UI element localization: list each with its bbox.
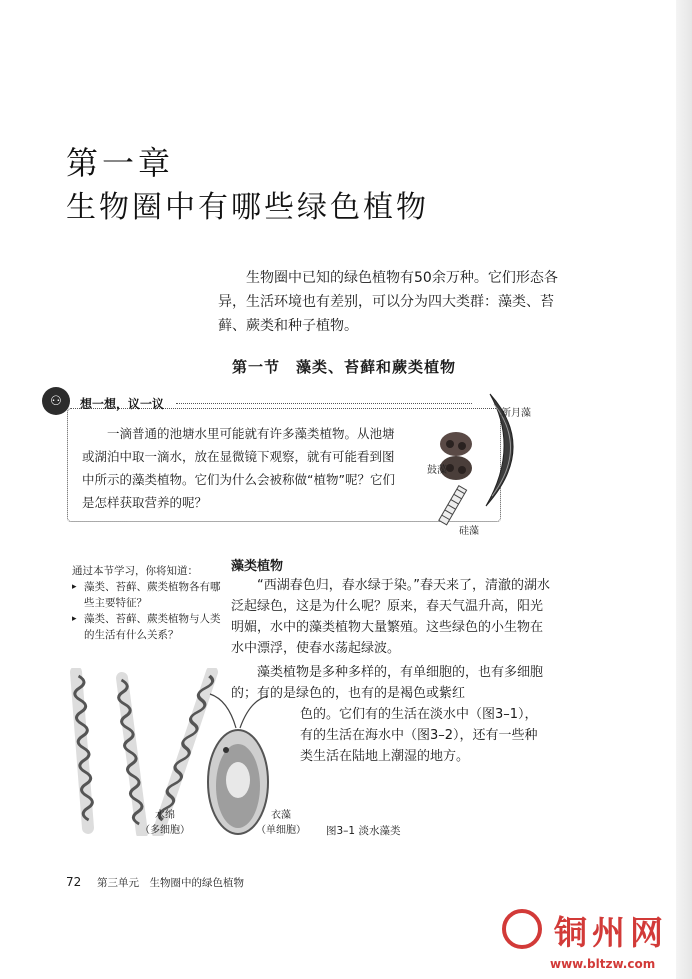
intro-paragraph: 生物圈中已知的绿色植物有50余万种。它们形态各异，生活环境也有差别，可以分为四大类群：藻类、苔藓、蕨类和种子植物。 — [218, 270, 558, 334]
spirogyra-type: （多细胞） — [140, 825, 190, 836]
page-edge — [676, 0, 692, 979]
body-paragraph-2-rest: 色的。它们有的生活在淡水中（图3–1），有的生活在海水中（图3–2），还有一些种类生活在陆地上潮湿的地方。 — [300, 707, 538, 764]
subsection-title: 藻类植物 — [231, 559, 284, 574]
chapter-label: 第一章 — [66, 144, 175, 182]
diatom-chain — [439, 486, 467, 525]
think-box-text: 一滴普通的池塘水里可能就有许多藻类植物。从池塘或湖泊中取一滴水，放在显微镜下观察，就有可能看到图中所示的藻类植物。它们为什么会被称做“植物”呢？它们是怎样获取营养的呢？ — [82, 426, 395, 510]
label-closterium: 新月藻 — [501, 408, 531, 419]
body-paragraph-2-start: 藻类植物是多种多样的，有单细胞的，也有多细胞的；有的是绿色的，也有的是褐色或紫红 — [231, 665, 544, 701]
objective-item: ▸ 藻类、苔藓、蕨类植物各有哪些主要特征？ — [72, 579, 222, 611]
watermark — [496, 905, 692, 979]
watermark-logo-icon — [502, 909, 542, 949]
section-heading: 第一节 藻类、苔藓和蕨类植物 — [232, 358, 457, 376]
spirogyra-name: 水绵 — [155, 810, 175, 821]
learning-objectives — [72, 563, 222, 643]
running-footer: 第三单元 生物圈中的绿色植物 — [97, 877, 244, 889]
body-paragraph-1: “西湖春色归，春水绿于染。”春天来了，清澈的湖水泛起绿色，这是为什么呢？原来，春天气温升高，阳光明媚，水中的藻类植物大量繁殖。这些绿色的小生物在水中漂浮，使春水荡起绿波。 — [231, 578, 550, 656]
figure-caption: 图3–1 淡水藻类 — [326, 825, 401, 837]
spirogyra-label — [140, 808, 190, 838]
watermark-url: www.bltzw.com — [550, 957, 656, 971]
think-discuss-icon: ⚇ — [42, 387, 70, 415]
page-number: 72 — [66, 875, 82, 889]
label-diatom: 硅藻 — [459, 526, 479, 537]
desmid-upper-cell — [440, 432, 472, 456]
watermark-name: 铜州网 — [554, 913, 668, 952]
chlamydomonas-label — [256, 808, 306, 838]
chapter-title: 生物圈中有哪些绿色植物 — [66, 190, 429, 225]
label-desmid: 鼓藻 — [427, 465, 447, 476]
chlamydomonas-type: （单细胞） — [256, 825, 306, 836]
think-box-title: 想一想，议一议 — [80, 397, 165, 411]
objective-item: ▸ 藻类、苔藓、蕨类植物与人类的生活有什么关系？ — [72, 611, 222, 643]
objectives-intro: 通过本节学习，你将知道： — [72, 565, 198, 577]
chlamydomonas-name: 衣藻 — [271, 810, 291, 821]
